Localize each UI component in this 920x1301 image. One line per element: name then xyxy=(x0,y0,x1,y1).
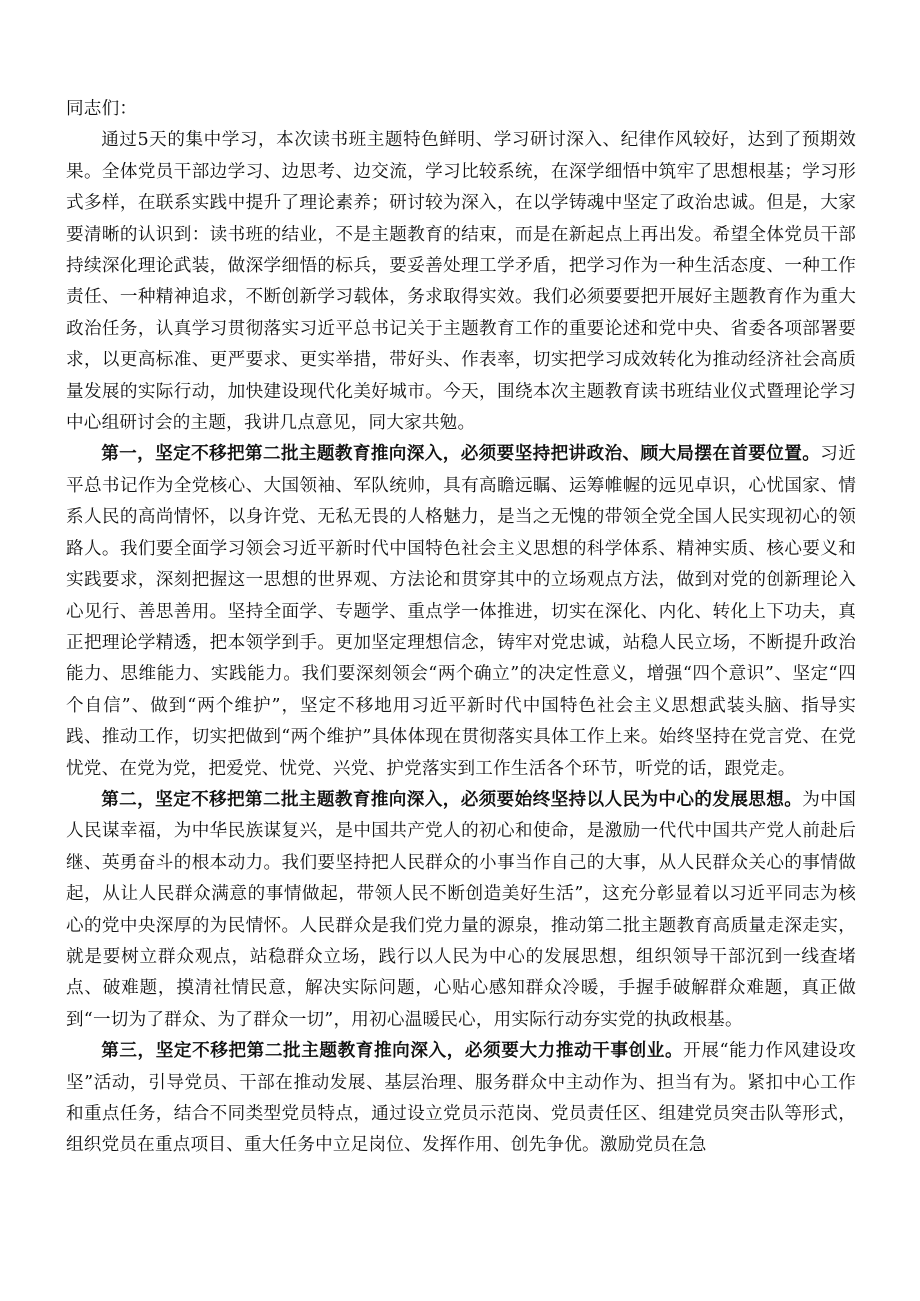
paragraph-point-3 xyxy=(66,1036,856,1162)
paragraph-point-1-body: 习近平总书记作为全党核心、大国领袖、军队统帅，具有高瞻远瞩、运筹帷幄的远见卓识，心忧国家、情系人民的高尚情怀，以身许党、无私无畏的人格魅力，是当之无愧的带领全党全国人民实现初心的领路人。我们要全面学习领会习近平新时代中国特色社会主义思想的科学体系、精神实质、核心要义和实践要求，深刻把握这一思想的世界观、方法论和贯穿其中的立场观点方法，做到对党的创新理论入心见行、善思善用。坚持全面学、专题学、重点学一体推进，切实在深化、内化、转化上下功夫，真正把理论学精透，把本领学到手。更加坚定理想信念，铸牢对党忠诚，站稳人民立场，不断提升政治能力、思维能力、实践能力。我们要深刻领会“两个确立”的决定性意义，增强“四个意识”、坚定“四个自信”、做到“两个维护”，坚定不移地用习近平新时代中国特色社会主义思想武装头脑、指导实践、推动工作，切实把做到“两个维护”具体体现在贯彻落实具体工作上来。始终坚持在党言党、在党忧党、在党为党，把爱党、忧党、兴党、护党落实到工作生活各个环节，听党的话，跟党走。 xyxy=(66,444,856,779)
paragraph-point-2 xyxy=(66,785,856,1036)
greeting: 同志们： xyxy=(66,99,138,119)
paragraph-point-2-body: 为中国人民谋幸福，为中华民族谋复兴，是中国共产党人的初心和使命，是激励一代代中国共产党人前赴后继、英勇奋斗的根本动力。我们要坚持把人民群众的小事当作自己的大事，从人民群众关心的事情做起，从让人民群众满意的事情做起，带领人民不断创造美好生活”，这充分彰显着以习近平同志为核心的党中央深厚的为民情怀。人民群众是我们党力量的源泉，推动第二批主题教育高质量走深走实，就是要树立群众观点，站稳群众立场，践行以人民为中心的发展思想，组织领导干部沉到一线查堵点、破难题，摸清社情民意，解决实际问题，心贴心感知群众冷暖，手握手破解群众难题，真正做到“一切为了群众、为了群众一切”，用初心温暖民心，用实际行动夯实党的执政根基。 xyxy=(66,789,856,1030)
paragraph-point-3-body: 开展“能力作风建设攻坚”活动，引导党员、干部在推动发展、基层治理、服务群众中主动作为、担当有为。紧扣中心工作和重点任务，结合不同类型党员特点，通过设立党员示范岗、党员责任区、组建党员突击队等形式，组织党员在重点项目、重大任务中立足岗位、发挥作用、创先争优。激励党员在急 xyxy=(66,1041,857,1156)
paragraph-point-3-heading: 第三，坚定不移把第二批主题教育推向深入，必须要大力推动干事创业。 xyxy=(101,1041,684,1062)
paragraph-point-1 xyxy=(66,439,856,784)
paragraph-intro-body: 通过5天的集中学习，本次读书班主题特色鲜明、学习研讨深入、纪律作风较好，达到了预期效果。全体党员干部边学习、边思考、边交流，学习比较系统，在深学细悟中筑牢了思想根基；学习形式多样，在联系实践中提升了理论素养；研讨较为深入，在以学铸魂中坚定了政治忠诚。但是，大家要清晰的认识到：读书班的结业，不是主题教育的结束，而是在新起点上再出发。希望全体党员干部持续深化理论武装，做深学细悟的标兵，要妥善处理工学矛盾，把学习作为一种生活态度、一种工作责任、一种精神追求，不断创新学习载体，务求取得实效。我们必须要要把开展好主题教育作为重大政治任务，认真学习贯彻落实习近平总书记关于主题教育工作的重要论述和党中央、省委各项部署要求，以更高标准、更严要求、更实举措，带好头、作表率，切实把学习成效转化为推动经济社会高质量发展的实际行动，加快建设现代化美好城市。今天，围绕本次主题教育读书班结业仪式暨理论学习中心组研讨会的主题，我讲几点意见，同大家共勉。 xyxy=(66,130,856,434)
paragraph-intro xyxy=(66,125,856,439)
paragraph-point-2-heading: 第二，坚定不移把第二批主题教育推向深入，必须要始终坚持以人民为中心的发展思想。 xyxy=(101,789,803,810)
paragraph-point-1-heading: 第一，坚定不移把第二批主题教育推向深入，必须要坚持把讲政治、顾大局摆在首要位置。 xyxy=(101,444,821,465)
